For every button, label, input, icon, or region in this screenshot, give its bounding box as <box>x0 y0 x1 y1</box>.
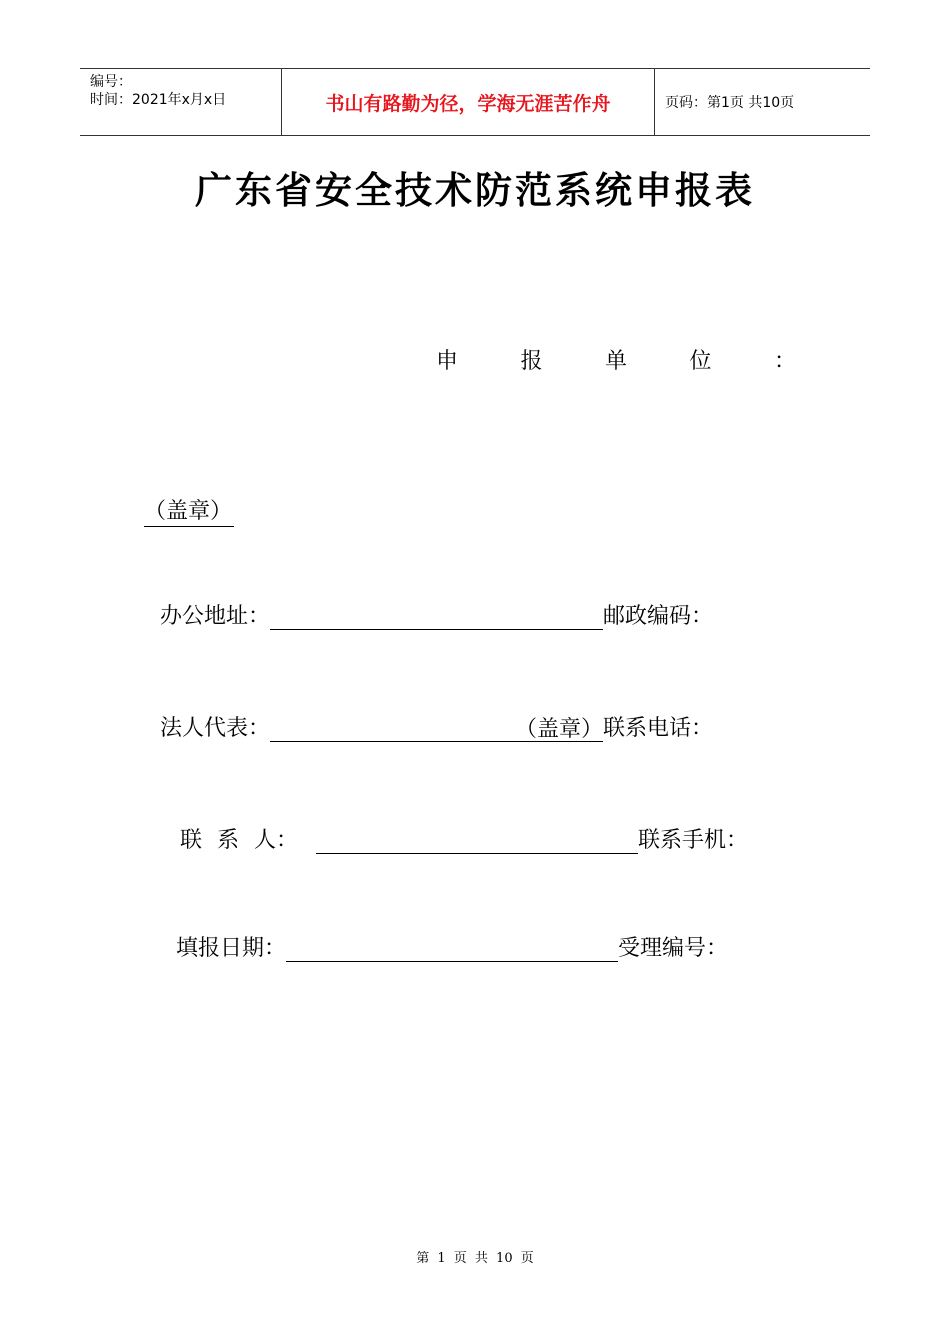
page-footer: 第 1 页 共 10 页 <box>416 1251 534 1266</box>
applicant-char: 报 <box>520 349 543 374</box>
applicant-char: 申 <box>436 349 459 374</box>
date-blank[interactable] <box>286 937 618 962</box>
applicant-label <box>436 344 796 374</box>
acceptance-label: 受理编号： <box>618 936 729 961</box>
address-blank[interactable] <box>270 605 603 630</box>
page-header <box>80 68 870 136</box>
date-label: 填报日期： <box>176 936 287 961</box>
seal-label: （盖章） <box>144 494 234 527</box>
contact-blank[interactable] <box>316 829 638 854</box>
applicant-char: ： <box>773 349 796 374</box>
contact-row <box>180 822 748 854</box>
applicant-char: 单 <box>604 349 627 374</box>
phone-label: 联系电话： <box>603 716 714 741</box>
applicant-char: 位 <box>689 349 712 374</box>
legal-rep-row <box>160 710 713 742</box>
time-label: 时间：2021年x月x日 <box>90 92 227 108</box>
legal-rep-blank[interactable] <box>270 717 603 742</box>
header-left-cell <box>80 69 281 135</box>
legal-rep-seal: （盖章） <box>515 717 604 742</box>
address-row <box>160 598 713 630</box>
date-row <box>176 930 728 962</box>
header-page-info: 页码：第1页 共10页 <box>665 95 795 111</box>
contact-label: 联 系 人： <box>180 828 298 853</box>
document-title: 广东省安全技术防范系统申报表 <box>195 169 755 212</box>
number-label: 编号： <box>90 74 132 90</box>
header-motto: 书山有路勤为径，学海无涯苦作舟 <box>281 69 655 135</box>
postcode-label: 邮政编码： <box>603 604 714 629</box>
legal-rep-label: 法人代表： <box>160 716 271 741</box>
mobile-label: 联系手机： <box>638 828 749 853</box>
address-label: 办公地址： <box>160 604 271 629</box>
